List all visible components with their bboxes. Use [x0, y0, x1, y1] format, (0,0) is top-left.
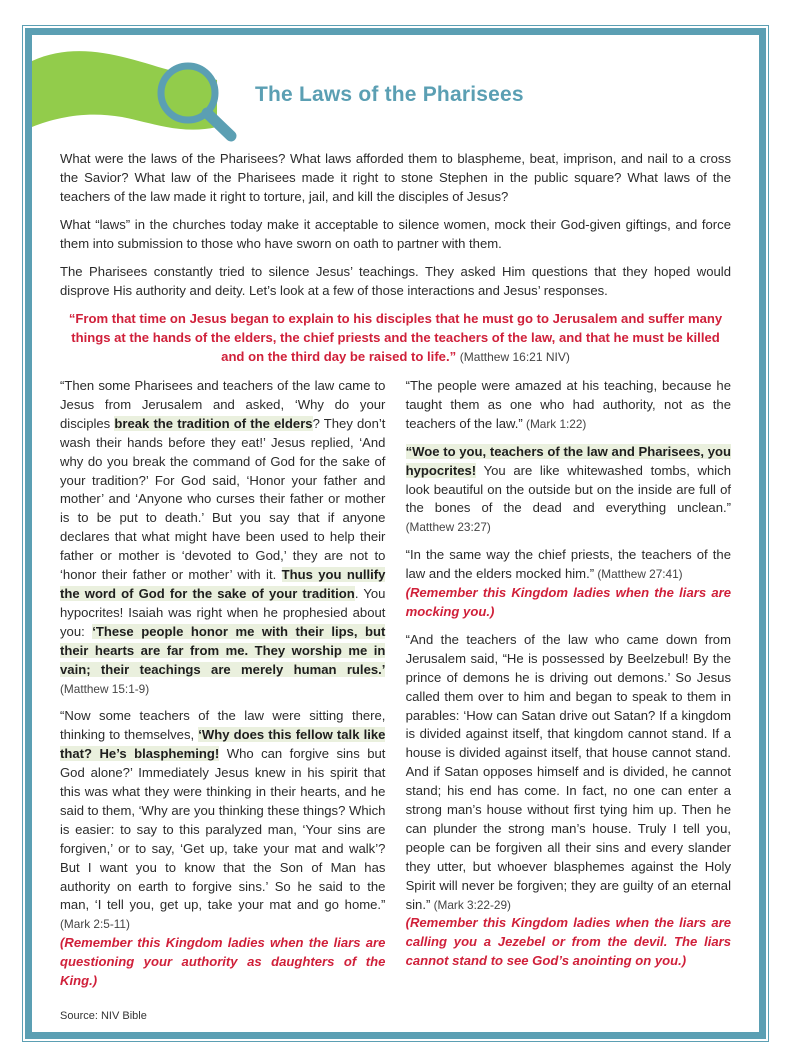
- citation: (Mark 2:5-11): [60, 917, 130, 932]
- two-column-body: [60, 377, 731, 1000]
- page-border-outer: [22, 25, 769, 1042]
- page-border: [25, 28, 766, 1039]
- passage-text: . You hypocrites! Isaiah was right when he prophesied about you:: [60, 585, 386, 639]
- left-column: [60, 377, 385, 1000]
- passage-text: You are like whitewashed tombs, which look beautiful on the outside but on the inside are full of the bones of the dead and everything unclean.”: [405, 462, 731, 516]
- passage-text: “And the teachers of the law who came down from Jerusalem said, “He is possessed by Beelzebul! By the prince of demons he is driving out demons.’ So Jesus called them over to him and began to speak to them in parables: ‘How can Satan drive out Satan? If a kingdom is divided against itself, that kingdom cannot stand. If a house is divided against itself, that house cannot stand. And if Satan opposes himself and is divided, he cannot stand; his end has come. In fact, no one can enter a strong man’s house without first tying him up. Then he can plunder the strong man’s house. Truly I tell you, people can be forgiven all their sins and every slander they utter, but whoever blasphemes against the Holy Spirit will never be forgiven; they are guilty of an eternal sin.”: [405, 631, 731, 912]
- scripture-passage: [406, 377, 731, 434]
- highlighted-text: Thus you nullify the word of God for the sake of your tradition: [60, 567, 386, 601]
- highlighted-text: ‘Why does this fellow talk like that? He’s blaspheming!: [60, 727, 386, 762]
- highlighted-text: ‘These people honor me with their lips, but their hearts are far from me. They worship me in vain; their teachings are merely human rules.’: [60, 623, 386, 677]
- intro-paragraph: What “laws” in the churches today make it acceptable to silence women, mock their God-given giftings, and force them into submission to those who have sworn on oath to partner with them.: [60, 217, 731, 251]
- reminder-note: (Remember this Kingdom ladies when the liars are calling you a Jezebel or from the devil. The liars cannot stand to see God’s anointing on you.): [405, 915, 731, 969]
- intro-paragraph: The Pharisees constantly tried to silence Jesus’ teachings. They asked Him questions that they hoped would disprove His authority and deity. Let’s look at a few of those interactions and Jesus’ responses.: [60, 264, 731, 298]
- header-banner: [32, 35, 252, 145]
- passage-text: “In the same way the chief priests, the teachers of the law and the elders mocked him.”: [405, 547, 731, 582]
- highlighted-text: break the tradition of the elders: [114, 415, 313, 431]
- passage-text: “Now some teachers of the law were sitting there, thinking to themselves,: [60, 708, 386, 743]
- reminder-note: (Remember this Kingdom ladies when the liars are mocking you.): [405, 585, 731, 619]
- passage-text: “Then some Pharisees and teachers of the law came to Jesus from Jerusalem and asked, ‘Why do your disciples: [60, 378, 386, 431]
- passage-text: ? They don’t wash their hands before they eat!’ Jesus replied, ‘And why do you break the command of God for the sake of your tradition?’ For God said, ‘Honor your father and mother’ and ‘Anyone who curses their father or mother is to be put to death.’ But you say that if anyone declares that what might have been used to help their father or mother is ‘devoted to God,’ they are not to ‘honor their father or mother’ with it.: [60, 415, 386, 583]
- citation: (Matthew 15:1-9): [60, 681, 150, 696]
- citation: (Mark 3:22-29): [430, 897, 511, 912]
- passage-text: Who can forgive sins but God alone?’ Immediately Jesus knew in his spirit that this was what they were thinking in their hearts, and he said to them, ‘Why are you thinking these things? Which is easier: to say to this paralyzed man, ‘Your sins are forgiven,’ or to say, ‘Get up, take your mat and walk’? But I want you to know that the Son of Man has authority on earth to forgive sins.’ So he said to the man, ‘I tell you, get up, take your mat and go home.”: [60, 746, 386, 913]
- passage-text: “The people were amazed at his teaching, because he taught them as one who had authority, not as the teachers of the law.”: [405, 378, 731, 431]
- scripture-passage: [60, 377, 385, 698]
- scripture-passage: [406, 546, 731, 622]
- citation: (Mark 1:22): [522, 416, 587, 431]
- page-title: The Laws of the Pharisees: [255, 83, 524, 106]
- scripture-passage: [406, 443, 731, 538]
- key-quote: [60, 309, 731, 367]
- highlighted-text: “Woe to you, teachers of the law and Pharisees, you hypocrites!: [405, 443, 731, 478]
- intro-paragraph: What were the laws of the Pharisees? What laws afforded them to blaspheme, beat, imprison, and nail to a cross the Savior? What law of the Pharisees made it right to stone Stephen in the public square? What laws of the teachers of the law made it right to torture, jail, and kill the disciples of Jesus?: [60, 151, 731, 204]
- page-header: [32, 35, 759, 145]
- reminder-note: (Remember this Kingdom ladies when the liars are questioning your authority as daughters of the King.): [60, 935, 386, 989]
- citation: (Matthew 23:27): [405, 520, 491, 535]
- right-column: [406, 377, 731, 1000]
- scripture-passage: [60, 707, 385, 991]
- key-quote-ref: (Matthew 16:21 NIV): [459, 350, 570, 364]
- intro-section: [60, 145, 731, 367]
- scripture-passage: [406, 631, 731, 971]
- citation: (Matthew 27:41): [594, 567, 683, 582]
- source-note: Source: NIV Bible: [60, 1010, 147, 1022]
- key-quote-text: “From that time on Jesus began to explain to his disciples that he must go to Jerusalem and suffer many things at the hands of the elders, the chief priests and the teachers of the law, and that he must be killed and on the third day be raised to life.”: [68, 311, 723, 364]
